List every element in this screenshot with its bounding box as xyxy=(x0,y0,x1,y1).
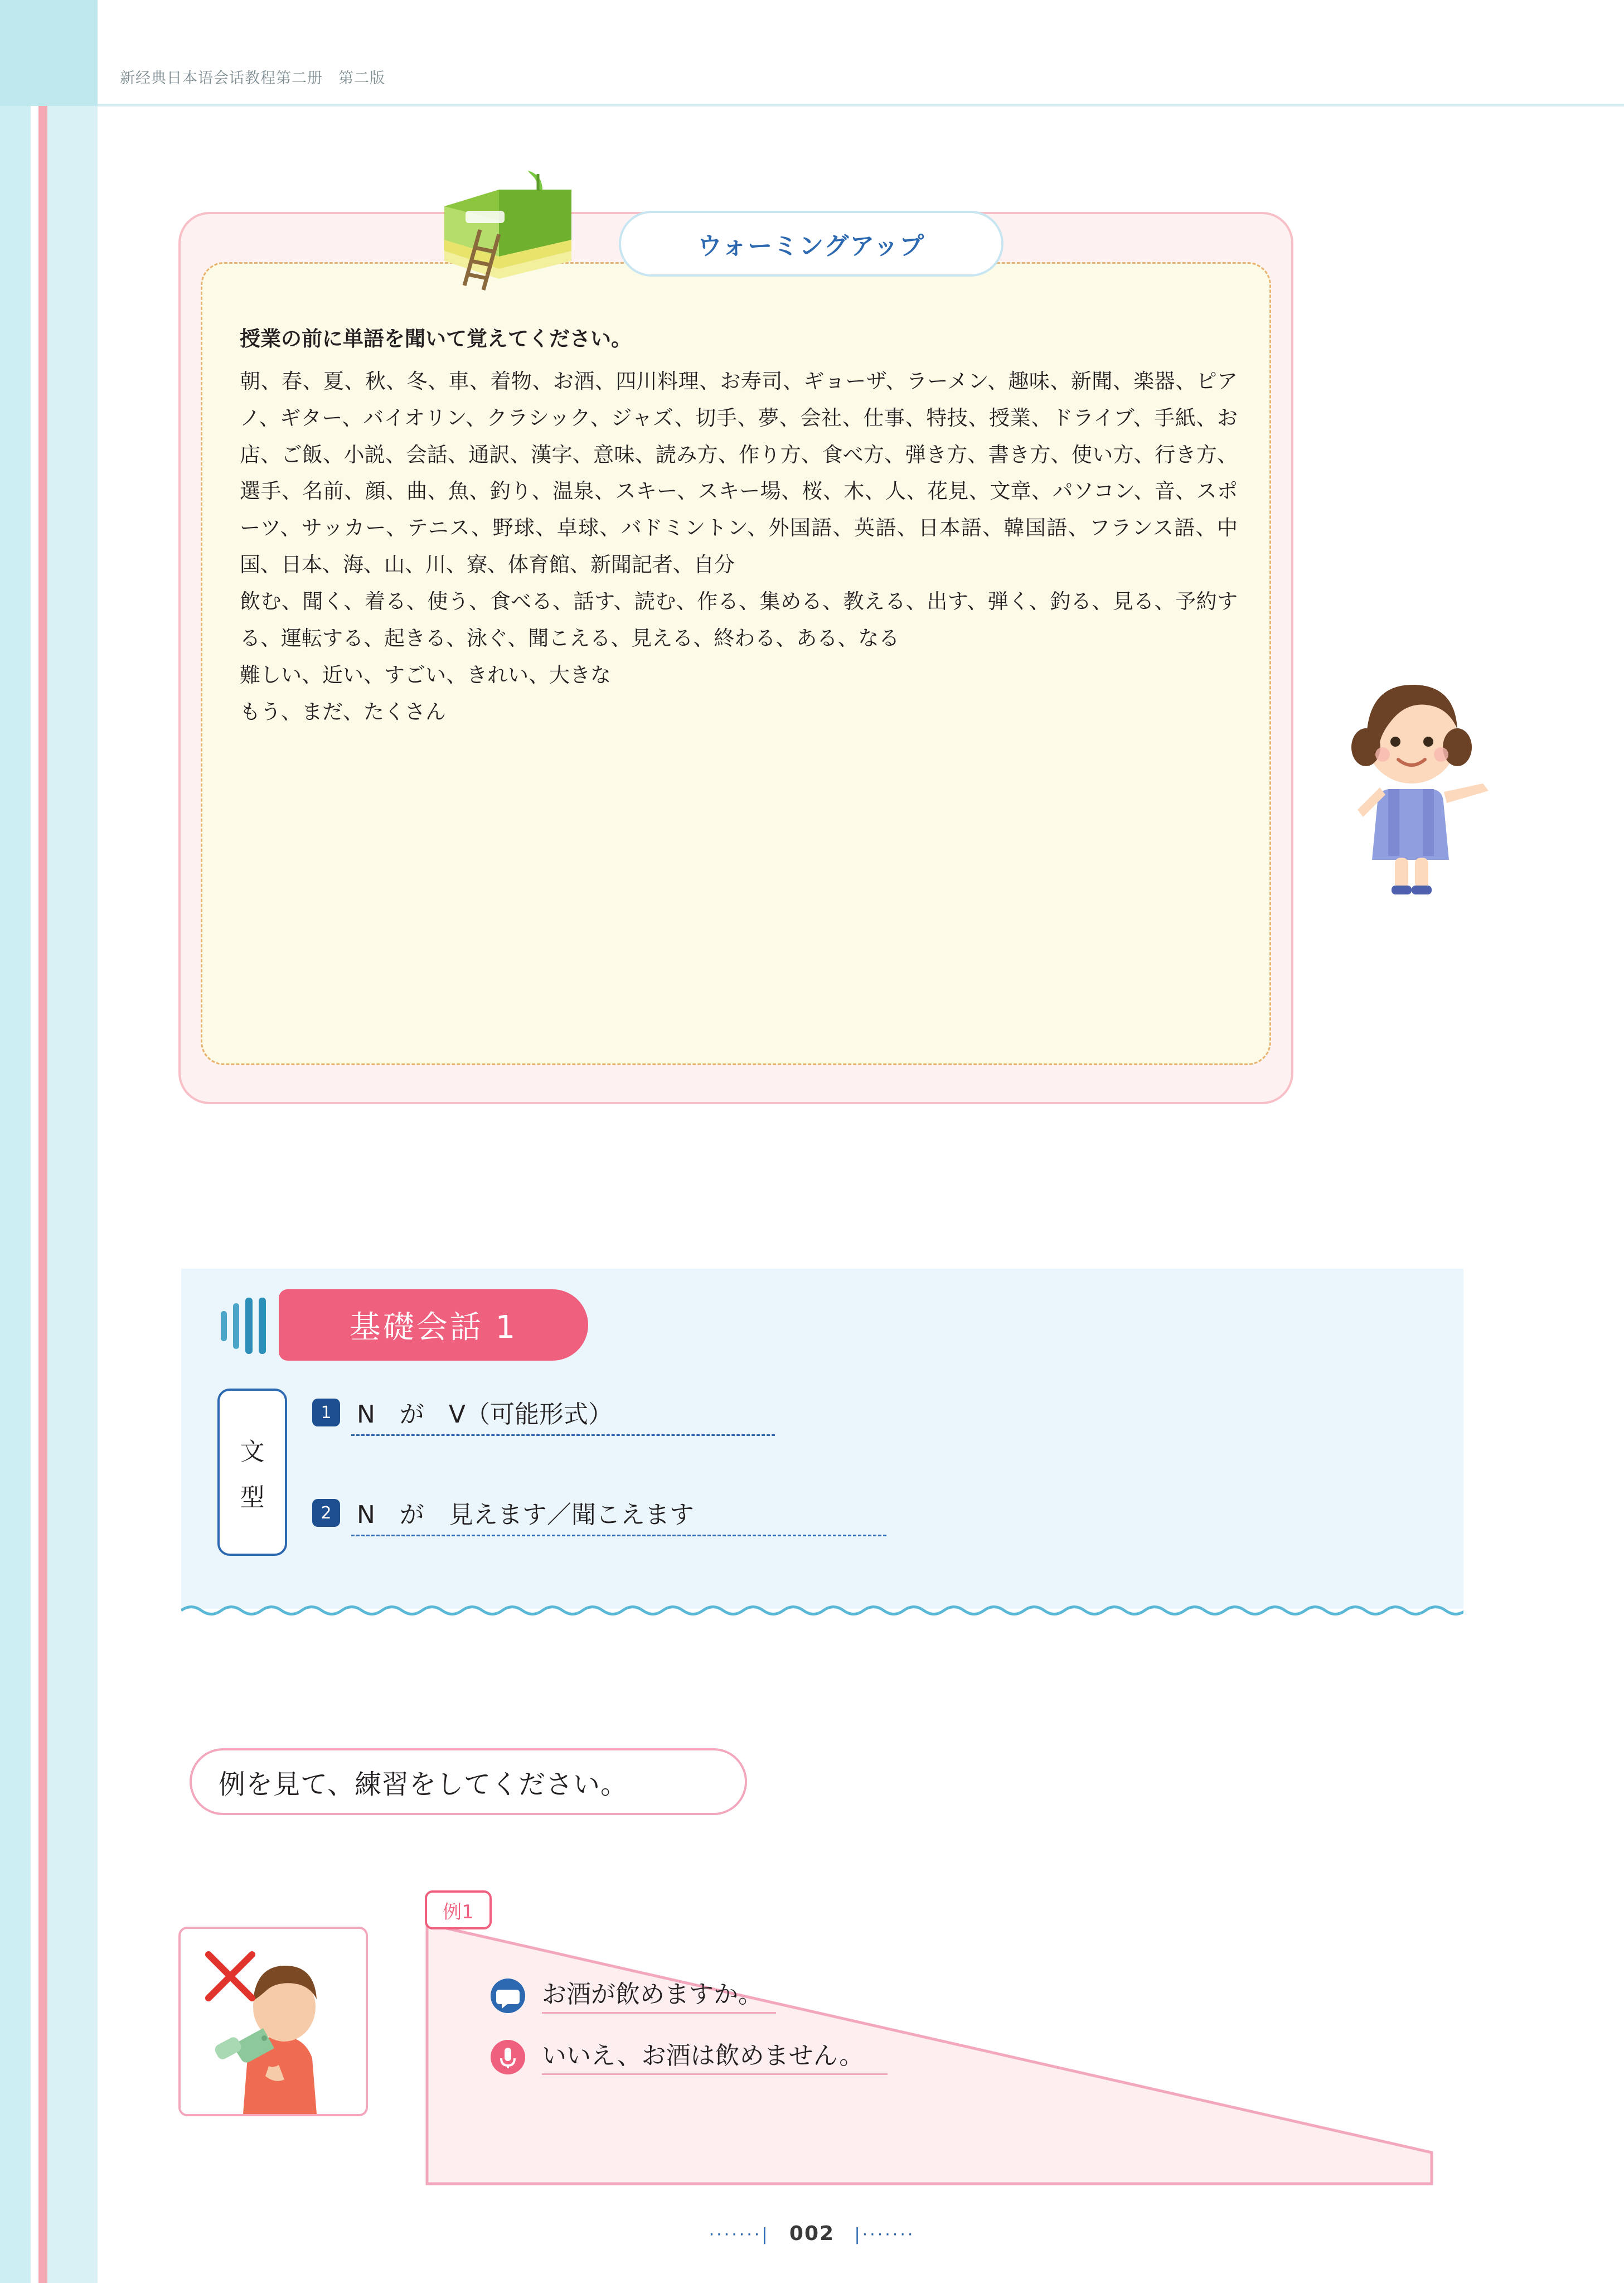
microphone-icon xyxy=(491,2040,525,2074)
warming-up-tab-label: ウォーミングアップ xyxy=(697,232,925,260)
example-illustration-frame xyxy=(178,1927,368,2116)
example-number-text: 例1 xyxy=(443,1900,474,1923)
warming-up-verbs: 飲む、聞く、着る、使う、食べる、話す、読む、作る、集める、教える、出す、弾く、釣る、見る、予約する、運転する、起きる、泳ぐ、聞こえる、見える、終わる、ある、なる xyxy=(240,589,1238,650)
footer-right-dots: |······· xyxy=(854,2225,915,2245)
warming-up-lead: 授業の前に単語を聞いて覚えてください。 xyxy=(240,327,632,351)
instruction-pill xyxy=(190,1748,747,1815)
left-decor-band-lightteal xyxy=(47,0,98,2283)
footer xyxy=(0,2222,1624,2245)
example-answer-text: いいえ、お酒は飲めません。 xyxy=(542,2042,864,2070)
sentence-pattern-row-1 xyxy=(312,1394,1093,1444)
top-left-corner-block xyxy=(0,0,98,106)
left-decor-band-teal xyxy=(0,0,31,2283)
instruction-text: 例を見て、練習をしてください。 xyxy=(219,1768,628,1800)
example-dialogue xyxy=(491,1974,1271,2097)
example-dialogue-line-answer xyxy=(491,2035,1271,2097)
warming-up-text xyxy=(240,321,1238,730)
sentence-pattern-char-2: 型 xyxy=(240,1483,265,1512)
sentence-pattern-number-2: 2 xyxy=(312,1499,340,1527)
example-dialogue-line-question xyxy=(491,1974,1271,2035)
footer-left-dots: ·······| xyxy=(709,2225,770,2245)
sentence-pattern-text-2: N が 見えます／聞こえます xyxy=(357,1501,694,1529)
sentence-pattern-dotted-line-1 xyxy=(351,1434,775,1436)
sentence-pattern-row-2 xyxy=(312,1494,1093,1545)
left-decor-band-pink xyxy=(38,0,47,2283)
man-drinking-illustration xyxy=(181,1929,366,2114)
speech-bubble-icon xyxy=(491,1979,525,2013)
warming-up-adverbs: もう、まだ、たくさん xyxy=(240,699,446,724)
left-decor-band-white xyxy=(31,0,38,2283)
wave-divider xyxy=(181,1603,1463,1618)
example-number-badge xyxy=(425,1890,492,1929)
header-divider xyxy=(98,104,1624,107)
warming-up-nouns: 朝、春、夏、秋、冬、車、着物、お酒、四川料理、お寿司、ギョーザ、ラーメン、趣味、新聞、楽器、ピアノ、ギター、バイオリン、クラシック、ジャズ、切手、夢、会社、仕事、特技、授業、ドライブ、手紙、お店、ご飯、小説、会話、通訳、漢字、意味、読み方、作り方、食べ方、弾き方、書き方、使い方、行き方、選手、名前、顔、曲、魚、釣り、温泉、スキー、スキー場、桜、木、人、花見、文章、パソコン、音、スポーツ、サッカー、テニス、野球、卓球、バドミントン、外国語、英語、日本語、韓国語、フランス語、中国、日本、海、山、川、寮、体育館、新聞記者、自分 xyxy=(240,369,1238,577)
basic-conversation-title: 基礎会話 1 xyxy=(349,1309,518,1346)
sentence-pattern-number-1: 1 xyxy=(312,1399,340,1426)
page-number: 002 xyxy=(789,2222,835,2245)
sentence-pattern-char-1: 文 xyxy=(240,1438,265,1466)
warming-up-tab xyxy=(619,211,1004,277)
basic-conversation-title-pill xyxy=(279,1289,588,1361)
sentence-pattern-label-box xyxy=(217,1389,287,1556)
warming-up-adjectives: 難しい、近い、すごい、きれい、大きな xyxy=(240,662,611,687)
example-answer-underline xyxy=(542,2073,888,2075)
example-question-underline xyxy=(542,2012,776,2014)
sentence-pattern-dotted-line-2 xyxy=(351,1535,886,1536)
girl-illustration xyxy=(1305,664,1505,903)
example-question-text: お酒が飲めますか。 xyxy=(542,1980,763,2009)
sentence-pattern-text-1: N が V（可能形式） xyxy=(357,1400,613,1429)
sound-bars-icon xyxy=(217,1297,279,1355)
book-stack-icon xyxy=(432,167,594,296)
page-header-title: 新经典日本语会话教程第二册 第二版 xyxy=(120,70,385,87)
